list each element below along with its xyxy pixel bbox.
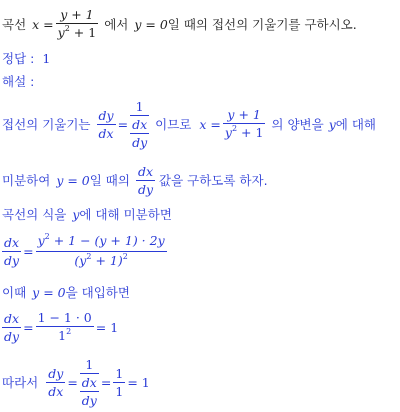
step6-rhs: $\frac{1 - 1 \cdot 0}{1^2}$ bbox=[37, 310, 92, 343]
step2-text-b: 일 때의 bbox=[89, 172, 130, 188]
step3-line bbox=[2, 207, 172, 223]
solution-label: 해설 : bbox=[2, 74, 35, 89]
step4-lhs: $\frac{dx}{dy}$ bbox=[4, 235, 20, 268]
step6-lhs: $\frac{dx}{dy}$ bbox=[4, 311, 20, 344]
problem-mid: 에서 bbox=[104, 16, 129, 32]
step6-result: = 1 bbox=[95, 319, 119, 335]
problem-condition: y = 0 bbox=[134, 16, 168, 32]
step1-curve-fraction: $\frac{y + 1}{y^2 + 1}$ bbox=[224, 107, 264, 140]
step7-result: = 1 bbox=[127, 374, 150, 390]
step3-text-a: 곡선의 식을 bbox=[2, 207, 67, 222]
problem-fraction-num: y + 1 bbox=[56, 6, 99, 24]
step7-eq2: = bbox=[100, 374, 112, 390]
step2-text-c: 값을 구하도록 하자. bbox=[159, 172, 268, 188]
step1-dydx: $\frac{dy}{dx}$ bbox=[98, 108, 114, 141]
step5-text-a: 이때 bbox=[2, 285, 27, 300]
step1-text-c: 의 양변을 bbox=[271, 116, 324, 132]
answer-label: 정답 : bbox=[2, 51, 35, 66]
problem-fraction-den: $y^2 + 1$ bbox=[57, 24, 97, 40]
answer-line bbox=[2, 51, 50, 67]
step2-text-a: 미분하여 bbox=[2, 172, 51, 188]
problem-suffix: 일 때의 접선의 기울기를 구하시오. bbox=[167, 16, 357, 32]
answer-value: 1 bbox=[42, 51, 51, 66]
step7-lhs: $\frac{dy}{dx}$ bbox=[48, 366, 64, 399]
step4-derivative bbox=[2, 232, 169, 271]
problem-eq-lhs: x = bbox=[32, 16, 54, 32]
step7-one-over-one: $\frac{1}{1}$ bbox=[115, 366, 124, 399]
problem-prefix: 곡선 bbox=[2, 16, 27, 32]
step7-conclusion bbox=[2, 356, 150, 409]
step1-eq: = bbox=[117, 116, 129, 132]
problem-fraction bbox=[56, 6, 99, 43]
step2-condition: y = 0 bbox=[56, 172, 90, 188]
step2-line bbox=[2, 163, 268, 198]
step5-text-b: 을 대입하면 bbox=[65, 285, 130, 300]
step4-rhs: $\frac{y^2 + 1 - (y + 1) \cdot 2y}{(y^2 + 1)^2}$ bbox=[37, 232, 165, 268]
step5-line bbox=[2, 285, 130, 301]
step1-text-b: 이므로 bbox=[155, 116, 192, 132]
step5-condition: y = 0 bbox=[32, 285, 66, 300]
step6-eq: = bbox=[23, 319, 34, 335]
step1-text-a: 접선의 기울기는 bbox=[2, 116, 91, 132]
step3-var: y bbox=[72, 207, 80, 222]
step1-text-d: 에 대해 bbox=[335, 116, 376, 132]
step1-var: y bbox=[328, 116, 336, 132]
problem-statement bbox=[2, 6, 357, 43]
step6-substitution bbox=[2, 309, 118, 346]
step3-text-b: 에 대해 미분하면 bbox=[79, 207, 172, 222]
step2-fraction: $\frac{dx}{dy}$ bbox=[137, 164, 154, 197]
step7-reciprocal: $\frac{1}{\frac{dx}{dy}}$ bbox=[81, 357, 97, 408]
step1-line bbox=[2, 98, 376, 151]
step1-x-eq: x = bbox=[199, 116, 221, 132]
step1-reciprocal: $\frac{1}{\frac{dx}{dy}}$ bbox=[132, 99, 148, 150]
step7-eq1: = bbox=[67, 374, 78, 390]
step4-eq: = bbox=[23, 243, 34, 259]
step7-text-a: 따라서 bbox=[2, 374, 39, 390]
